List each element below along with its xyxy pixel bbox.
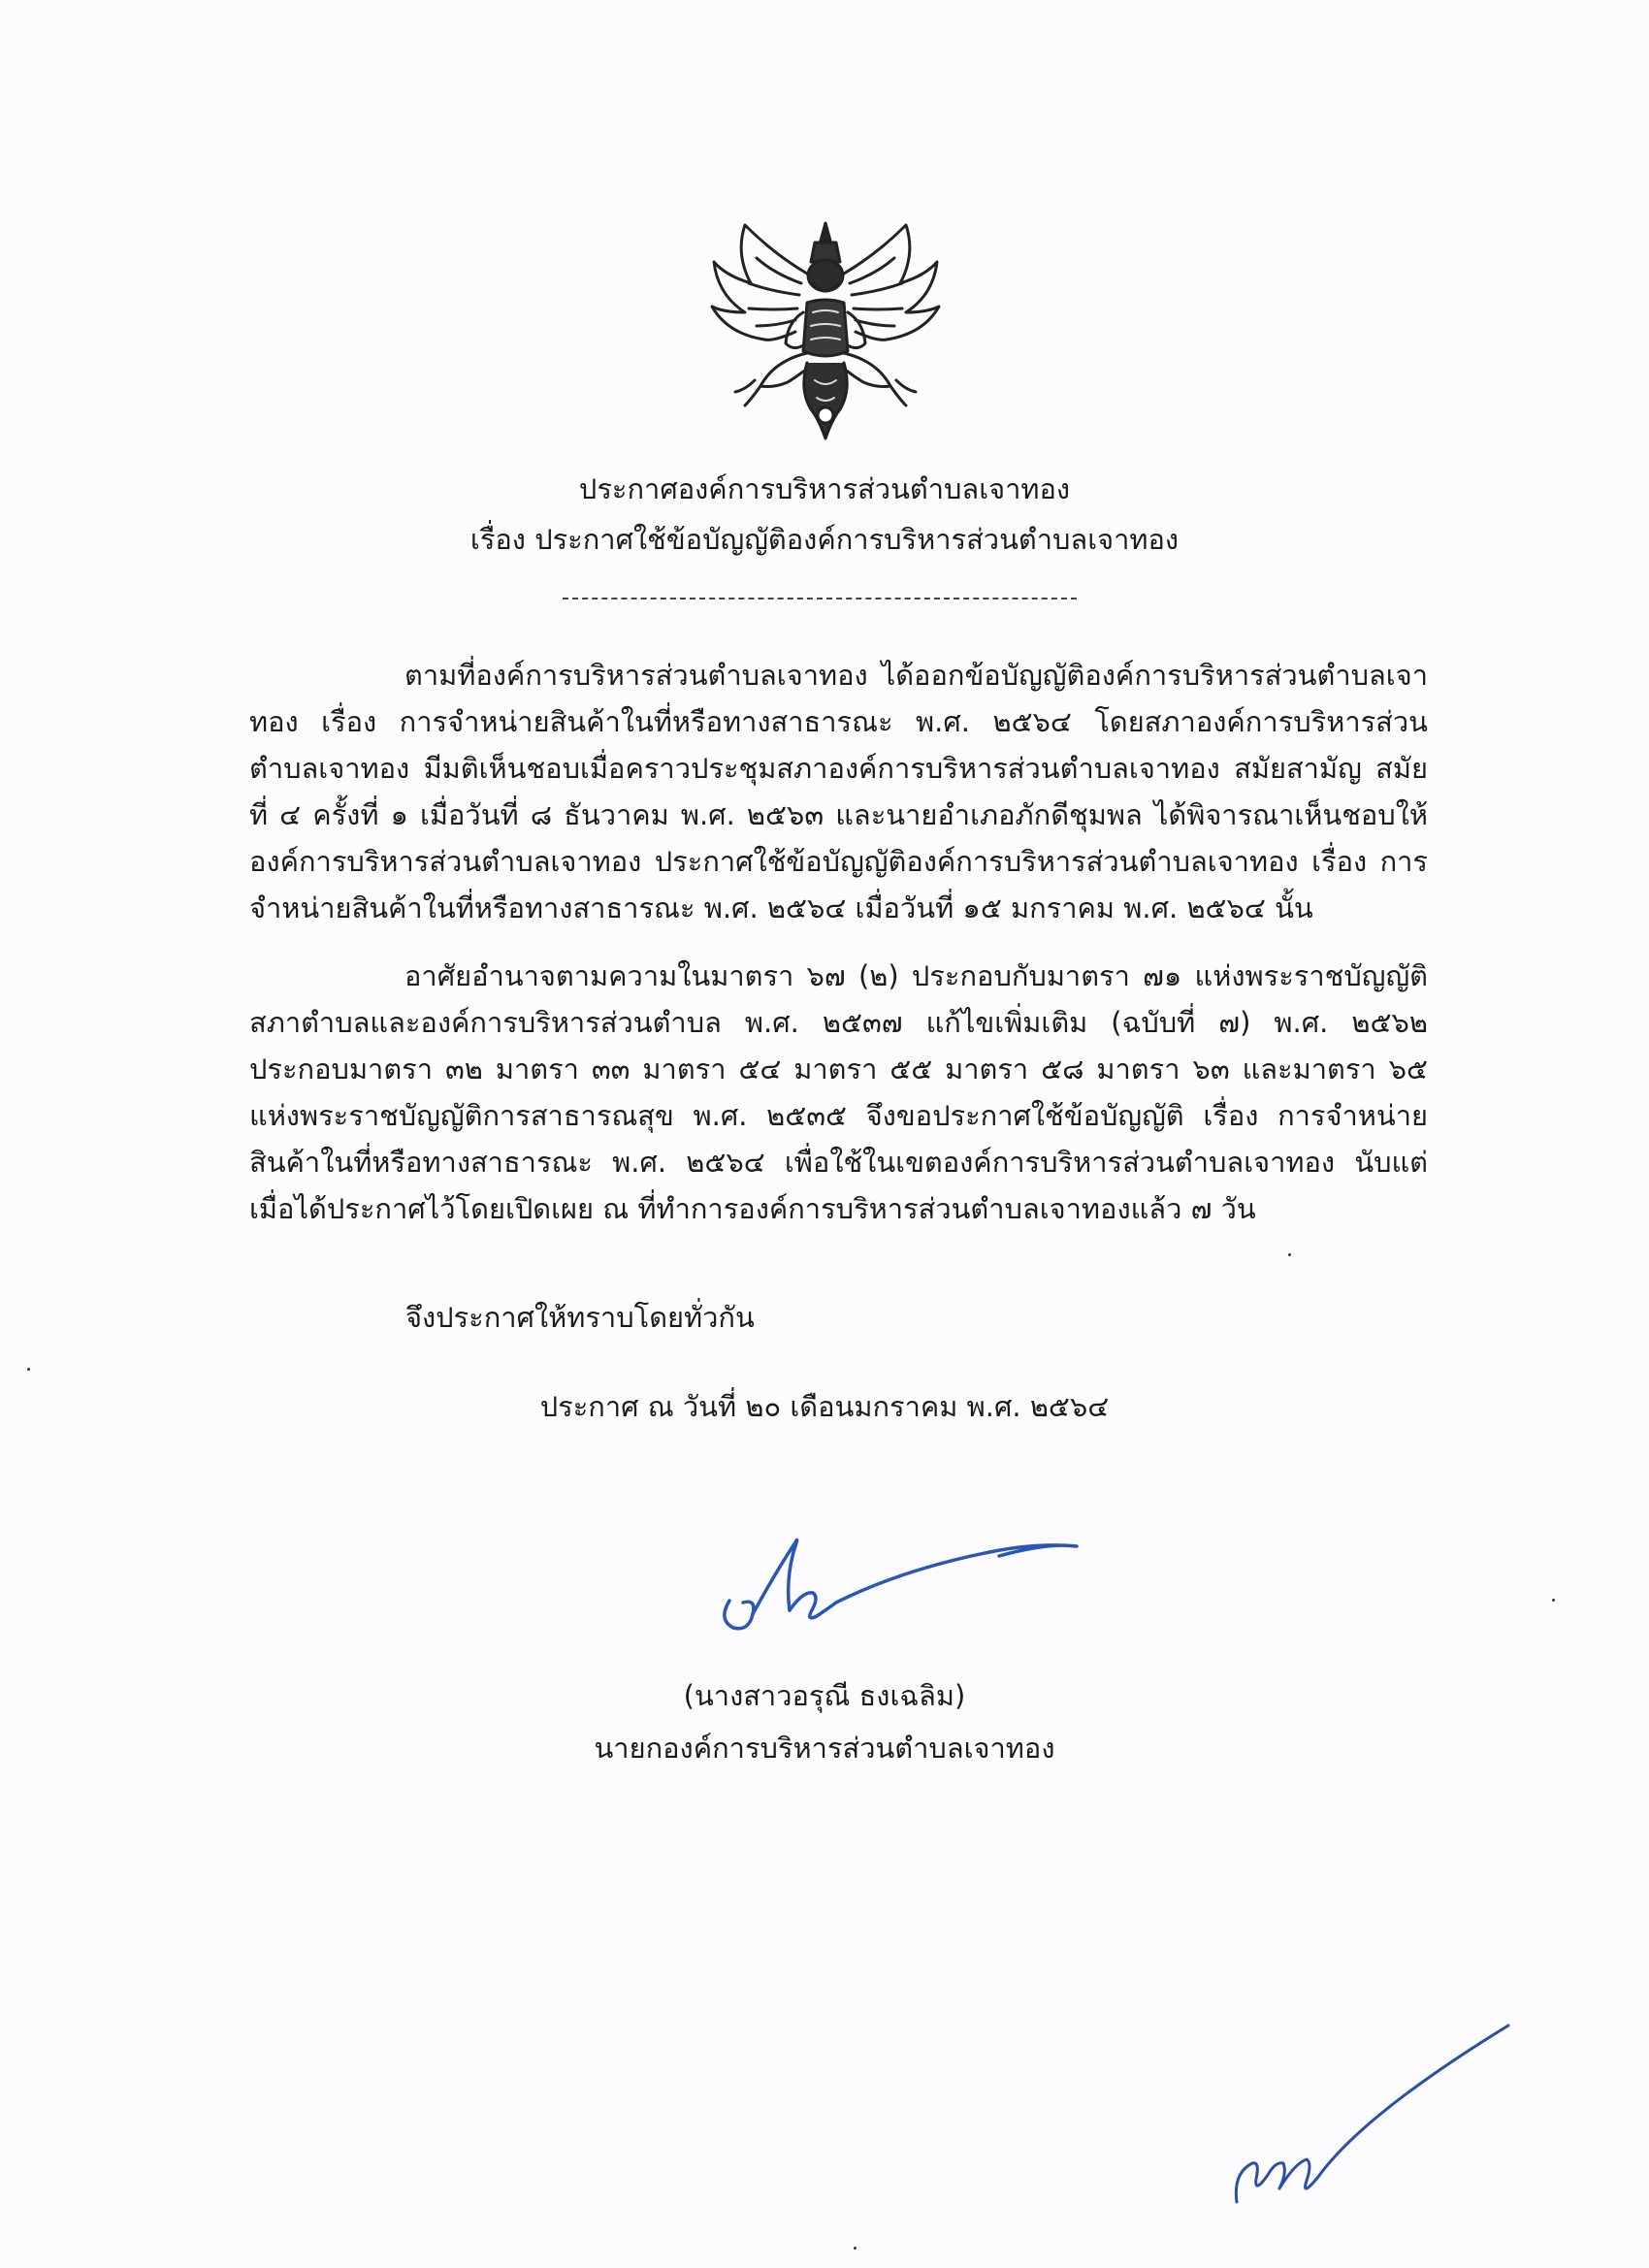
body-paragraph-2: อาศัยอำนาจตามความในมาตรา ๖๗ (๒) ประกอบกับมาตรา ๗๑ แห่งพระราชบัญญัติสภาตำบลและองค์การบริหารส่วนตำบล พ.ศ. ๒๕๓๗ แก้ไขเพิ่มเติม (ฉบับที่ ๗) พ.ศ. ๒๕๖๒ ประกอบมาตรา ๓๒ มาตรา ๓๓ มาตรา ๕๔ มาตรา ๕๕ มาตรา ๕๘ มาตรา ๖๓ และมาตรา ๖๕ แห่งพระราชบัญญัติการสาธารณสุข พ.ศ. ๒๕๓๕ จึงขอประกาศใช้ข้อบัญญัติ เรื่อง การจำหน่ายสินค้าในที่หรือทางสาธารณะ พ.ศ. ๒๕๖๔ เพื่อใช้ในเขตองค์การบริหารส่วนตำบลเจาทอง นับแต่เมื่อได้ประกาศไว้โดยเปิดเผย ณ ที่ทำการองค์การบริหารส่วนตำบลเจาทองแล้ว ๗ วัน <box>249 959 1428 1225</box>
header-divider <box>563 598 1077 599</box>
announcement-title: ประกาศองค์การบริหารส่วนตำบลเจาทอง <box>578 472 1071 505</box>
scan-speck <box>27 1368 30 1371</box>
garuda-emblem-icon <box>706 215 945 452</box>
closing-statement: จึงประกาศให้ทราบโดยทั่วกัน <box>405 1301 755 1334</box>
announcement-subject: เรื่อง ประกาศใช้ข้อบัญญัติองค์การบริหารส่วนตำบลเจาทอง <box>469 523 1180 556</box>
scan-speck <box>854 2247 857 2250</box>
announcement-body <box>249 652 1428 1253</box>
initials-mark <box>1217 2018 1528 2221</box>
signer-position: นายกองค์การบริหารส่วนตำบลเจาทอง <box>594 1732 1055 1765</box>
scan-speck <box>1552 1599 1555 1602</box>
announcement-date: ประกาศ ณ วันที่ ๒๐ เดือนมกราคม พ.ศ. ๒๕๖๔ <box>539 1390 1110 1423</box>
scan-speck <box>1288 1253 1291 1256</box>
body-paragraph-1: ตามที่องค์การบริหารส่วนตำบลเจาทอง ได้ออกข้อบัญญัติองค์การบริหารส่วนตำบลเจาทอง เรื่อง การจำหน่ายสินค้าในที่หรือทางสาธารณะ พ.ศ. ๒๕๖๔ โดยสภาองค์การบริหารส่วนตำบลเจาทอง มีมติเห็นชอบเมื่อคราวประชุมสภาองค์การบริหารส่วนตำบลเจาทอง สมัยสามัญ สมัยที่ ๔ ครั้งที่ ๑ เมื่อวันที่ ๘ ธันวาคม พ.ศ. ๒๕๖๓ และนายอำเภอภักดีชุมพล ได้พิจารณาเห็นชอบให้องค์การบริหารส่วนตำบลเจาทอง ประกาศใช้ข้อบัญญัติองค์การบริหารส่วนตำบลเจาทอง เรื่อง การจำหน่ายสินค้าในที่หรือทางสาธารณะ พ.ศ. ๒๕๖๔ เมื่อวันที่ ๑๕ มกราคม พ.ศ. ๒๕๖๔ นั้น <box>249 659 1428 924</box>
signer-name: (นางสาวอรุณี ธงเฉลิม) <box>683 1679 966 1712</box>
signature-image <box>708 1513 1096 1649</box>
